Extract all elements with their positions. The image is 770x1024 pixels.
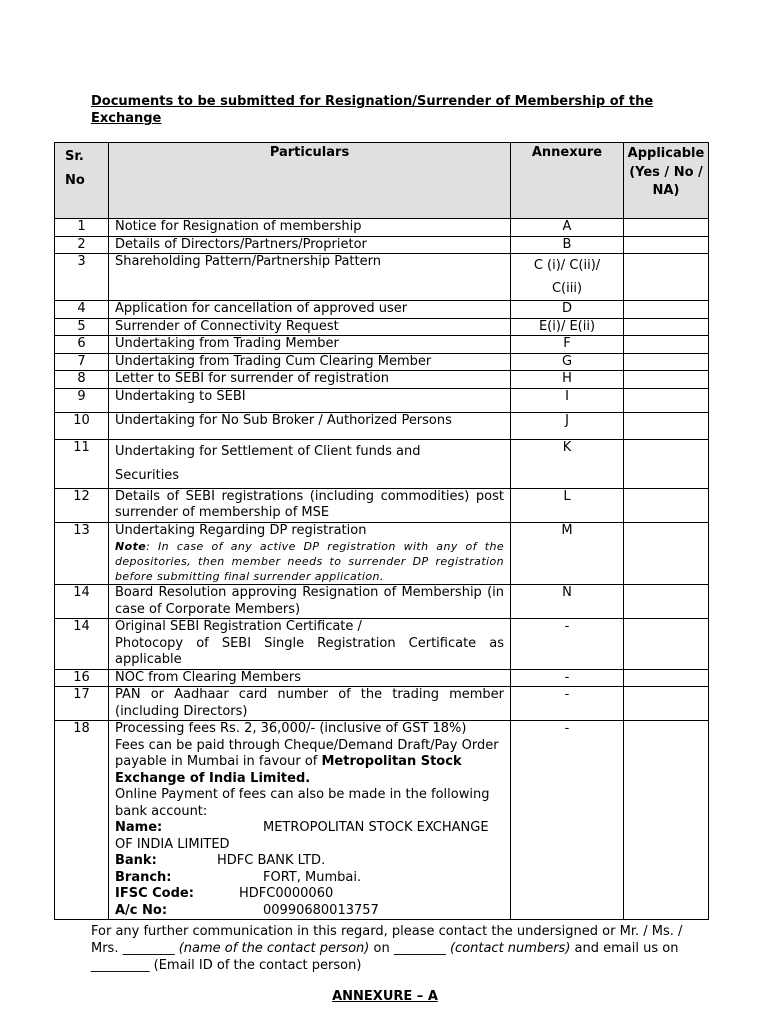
row-applicable: [624, 353, 709, 371]
header-annexure: Annexure: [511, 143, 624, 219]
documents-table: [54, 142, 709, 920]
row-particulars: Undertaking from Trading Member: [109, 336, 511, 354]
page-title: Documents to be submitted for Resignation/Surrender of Membership of the Exchange: [91, 94, 654, 126]
row-particulars: Original SEBI Registration Certificate / Photocopy of SEBI Single Registration Certificate as applicable: [109, 619, 511, 670]
row-particulars: Details of SEBI registrations (including commodities) post surrender of membership of MSE: [109, 488, 511, 522]
row-annexure: K: [511, 439, 624, 488]
table-row: [55, 371, 709, 389]
row-sr: 14: [55, 619, 109, 670]
row-sr: 4: [55, 301, 109, 319]
row-particulars: Undertaking for Settlement of Client funds and Securities: [109, 439, 511, 488]
row-applicable: [624, 687, 709, 721]
row-sr: 12: [55, 488, 109, 522]
row-sr: 6: [55, 336, 109, 354]
row-applicable: [624, 336, 709, 354]
payment-line: Fees can be paid through Cheque/Demand Draft/Pay Order payable in Mumbai in favour of: [115, 737, 499, 769]
row-applicable: [624, 721, 709, 920]
row-sr: 2: [55, 236, 109, 254]
row-sr: 10: [55, 412, 109, 439]
table-row: [55, 488, 709, 522]
table-row: [55, 353, 709, 371]
row-applicable: [624, 318, 709, 336]
row-applicable: [624, 412, 709, 439]
row-annexure: D: [511, 301, 624, 319]
row-annexure: C (i)/ C(ii)/ C(iii): [511, 254, 624, 301]
branch-field: Branch: FORT, Mumbai.: [115, 869, 362, 885]
row-particulars: Board Resolution approving Resignation of Membership (in case of Corporate Members): [109, 585, 511, 619]
row-applicable: [624, 522, 709, 585]
annexure-heading: ANNEXURE – A: [332, 989, 438, 1004]
row-annexure: N: [511, 585, 624, 619]
table-row: [55, 254, 709, 301]
table-row: [55, 412, 709, 439]
row-annexure: H: [511, 371, 624, 389]
row-applicable: [624, 488, 709, 522]
row-applicable: [624, 219, 709, 237]
row-annexure: J: [511, 412, 624, 439]
row-applicable: [624, 371, 709, 389]
row-applicable: [624, 254, 709, 301]
row-annexure: -: [511, 721, 624, 920]
table-row: [55, 585, 709, 619]
row-annexure: I: [511, 388, 624, 412]
table-row: [55, 336, 709, 354]
row-sr: 8: [55, 371, 109, 389]
row-annexure: F: [511, 336, 624, 354]
table-row: [55, 236, 709, 254]
row-particulars: [109, 721, 511, 920]
row-sr: 3: [55, 254, 109, 301]
row-sr: 5: [55, 318, 109, 336]
row-annexure: -: [511, 669, 624, 687]
row-applicable: [624, 585, 709, 619]
payee-name: Metropolitan Stock Exchange of India Limited.: [115, 754, 462, 786]
row-particulars: Undertaking to SEBI: [109, 388, 511, 412]
row-applicable: [624, 439, 709, 488]
fees-line: Processing fees Rs. 2, 36,000/- (inclusive of GST 18%): [115, 721, 467, 736]
row-applicable: [624, 619, 709, 670]
row-particulars: Shareholding Pattern/Partnership Pattern: [109, 254, 511, 301]
dp-registration-note: Note: In case of any active DP registration with any of the depositories, then member needs to surrender DP registration before submitting final surrender application.: [115, 540, 504, 583]
row-annexure: M: [511, 522, 624, 585]
row-particulars: Letter to SEBI for surrender of registration: [109, 371, 511, 389]
table-row: [55, 318, 709, 336]
row-annexure: A: [511, 219, 624, 237]
row-particulars: Notice for Resignation of membership: [109, 219, 511, 237]
row-particulars: Undertaking from Trading Cum Clearing Member: [109, 353, 511, 371]
row-sr: 18: [55, 721, 109, 920]
table-row: [55, 721, 709, 920]
table-row: [55, 219, 709, 237]
dp-registration-title: Undertaking Regarding DP registration: [115, 522, 367, 538]
account-number-field: A/c No: 00990680013757: [115, 902, 379, 918]
row-particulars: Application for cancellation of approved user: [109, 301, 511, 319]
header-particulars: Particulars: [109, 143, 511, 219]
row-applicable: [624, 301, 709, 319]
row-annexure: G: [511, 353, 624, 371]
row-sr: 13: [55, 522, 109, 585]
row-sr: 17: [55, 687, 109, 721]
header-applicable: Applicable (Yes / No / NA): [624, 143, 709, 219]
ifsc-field: IFSC Code: HDFC0000060: [115, 886, 334, 901]
row-particulars: PAN or Aadhaar card number of the trading member (including Directors): [109, 687, 511, 721]
table-row: [55, 388, 709, 412]
bank-name-field: Name: METROPOLITAN STOCK EXCHANGE OF INDIA LIMITED: [115, 820, 489, 852]
table-row: [55, 669, 709, 687]
row-annexure: E(i)/ E(ii): [511, 318, 624, 336]
row-particulars: Details of Directors/Partners/Proprietor: [109, 236, 511, 254]
row-sr: 14: [55, 585, 109, 619]
online-payment-line: Online Payment of fees can also be made in the following bank account:: [115, 787, 490, 819]
row-sr: 9: [55, 388, 109, 412]
row-sr: 16: [55, 669, 109, 687]
row-annexure: -: [511, 619, 624, 670]
table-row: [55, 687, 709, 721]
row-annexure: B: [511, 236, 624, 254]
table-row: [55, 522, 709, 585]
row-particulars: NOC from Clearing Members: [109, 669, 511, 687]
row-annexure: -: [511, 687, 624, 721]
table-row: [55, 439, 709, 488]
row-applicable: [624, 236, 709, 254]
row-particulars: Undertaking for No Sub Broker / Authorized Persons: [109, 412, 511, 439]
row-particulars: Surrender of Connectivity Request: [109, 318, 511, 336]
table-row: [55, 619, 709, 670]
contact-note: For any further communication in this regard, please contact the undersigned or Mr. / Ms. / Mrs. ________ (name of the contact person) on ________ (contact numbers) and email us on _________ (Email ID of the contact person): [91, 924, 683, 973]
table-header-row: [55, 143, 709, 219]
row-applicable: [624, 669, 709, 687]
table-row: [55, 301, 709, 319]
bank-field: Bank: HDFC BANK LTD.: [115, 853, 326, 868]
header-sr-no: Sr. No: [55, 143, 109, 219]
row-sr: 1: [55, 219, 109, 237]
row-particulars: [109, 522, 511, 585]
row-sr: 11: [55, 439, 109, 488]
row-sr: 7: [55, 353, 109, 371]
row-applicable: [624, 388, 709, 412]
row-annexure: L: [511, 488, 624, 522]
